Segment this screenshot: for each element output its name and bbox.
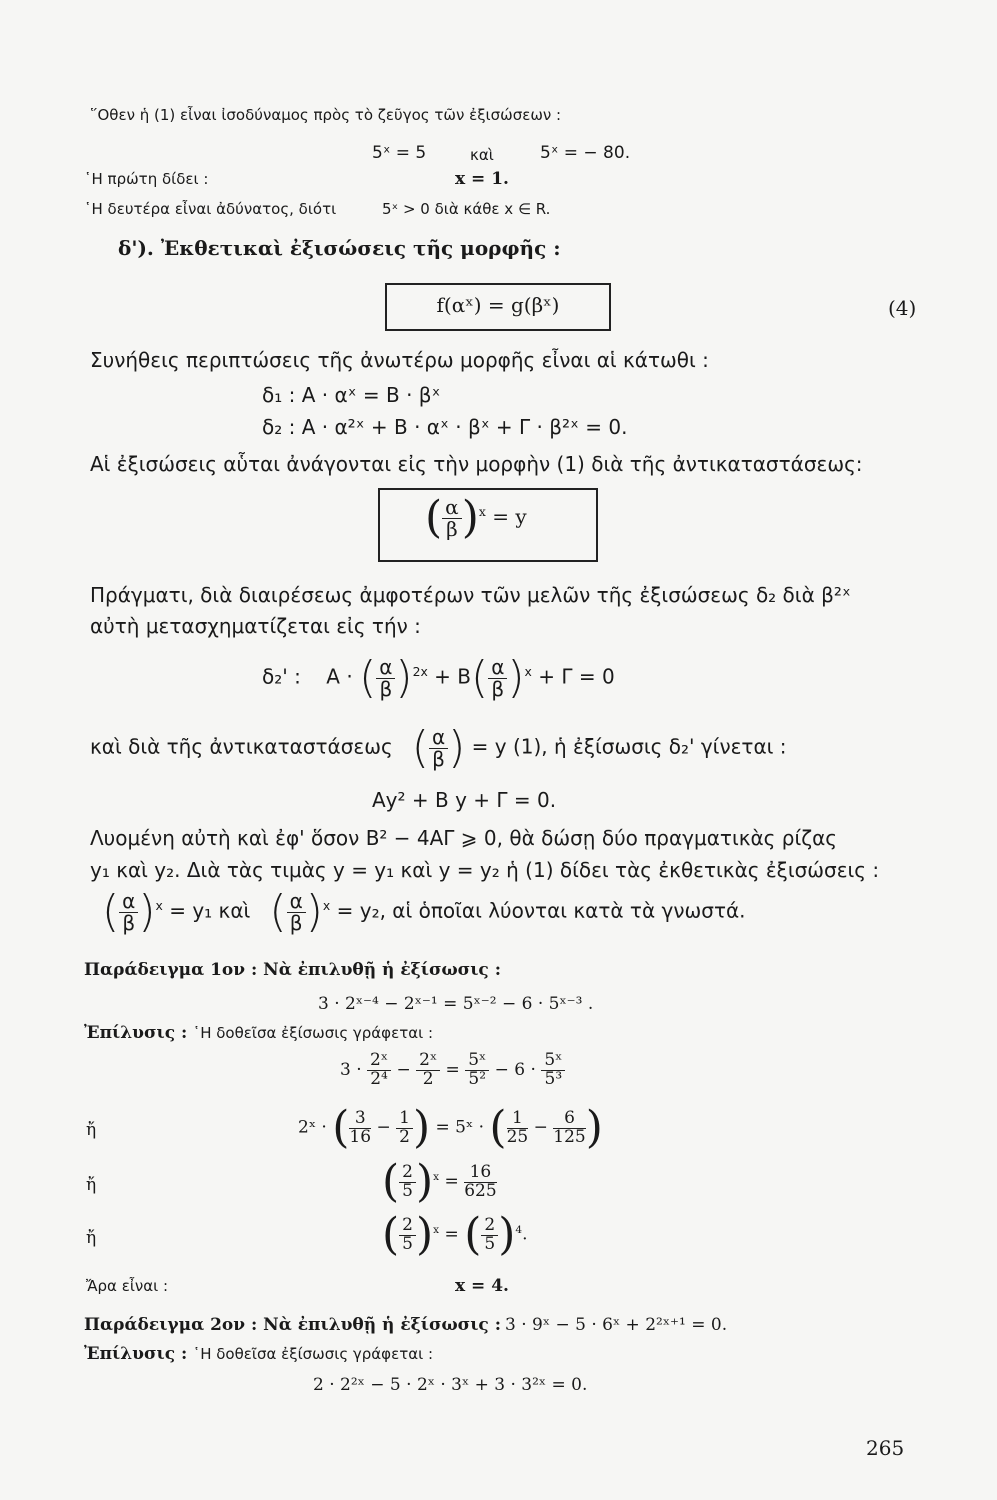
formula: f(αˣ) = g(βˣ) <box>436 293 560 317</box>
example-equation: 3 · 2ˣ⁻⁴ − 2ˣ⁻¹ = 5ˣ⁻² − 6 · 5ˣ⁻³ . <box>318 994 594 1014</box>
text-line: Πράγματι, διὰ διαιρέσεως ἀμφοτέρων τῶν μελῶν τῆς ἐξισώσεως δ₂ διὰ β²ˣ <box>90 583 851 607</box>
boxed-formula <box>385 283 611 331</box>
solution-step-2: 2ˣ · ( $\frac{3}{16}$ − $\frac{1}{2}$ ) = 5ˣ · ( $\frac{1}{25}$ − $\frac{6}{125}$ ) <box>298 1102 603 1153</box>
text-line: αὐτὴ μετασχηματίζεται εἰς τήν : <box>90 614 421 638</box>
text-line: y₁ καὶ y₂. Διὰ τὰς τιμὰς y = y₁ καὶ y = y₂ ἡ (1) δίδει τὰς ἐκθετικὰς ἐξισώσεις : <box>90 858 880 882</box>
fraction-numerator: α <box>442 497 462 519</box>
boxed-substitution: ( $\frac{\alpha}{\beta}$ )$^x$ = y <box>378 488 598 562</box>
eta-label: ἤ <box>86 1175 97 1195</box>
equation: δ₂ : Α · α²ˣ + Β · αˣ · βˣ + Γ · β²ˣ = 0. <box>262 415 628 439</box>
substitution-line: καὶ διὰ τῆς ἀντικαταστάσεως ( $\frac{\alpha}{\beta}$ ) = y (1), ἡ ἐξίσωσις δ₂' γίνεται : <box>90 722 787 773</box>
eta-label: ἤ <box>86 1228 97 1248</box>
text-line: Αἱ ἐξισώσεις αὗται ἀνάγονται εἰς τὴν μορφὴν (1) διὰ τῆς ἀντικαταστάσεως: <box>90 452 863 476</box>
quadratic-equation: Αy² + Β y + Γ = 0. <box>372 788 557 812</box>
equation: δ₁ : Α · αˣ = Β · βˣ <box>262 383 441 407</box>
formula-rest: = y <box>492 504 527 529</box>
example-equation: 3 · 9ˣ − 5 · 6ˣ + 2²ˣ⁺¹ = 0. <box>505 1315 728 1335</box>
equation: 5ˣ = 5 <box>372 143 427 163</box>
text-word: καὶ <box>470 146 494 164</box>
solution-step-1: 3 · $\frac{\text{2ˣ}}{\text{2⁴}}$ − $\frac{\text{2ˣ}}{2}$ = $\frac{\text{5ˣ}}{\text{5²}}$ − 6 · $\frac{\text{5ˣ}}{\text{5³}}$ <box>340 1052 565 1089</box>
equation: 5ˣ = − 80. <box>540 143 631 163</box>
solution-line: Ἐπίλυσις : ῾Η δοθεῖσα ἐξίσωσις γράφεται : <box>84 1344 434 1364</box>
section-heading: δ'). Ἐκθετικαὶ ἐξισώσεις τῆς μορφῆς : <box>118 236 561 260</box>
result: x = 4. <box>455 1276 509 1296</box>
conclusion-label: Ἄρα εἶναι : <box>86 1277 169 1295</box>
text-line: Συνήθεις περιπτώσεις τῆς ἀνωτέρω μορφῆς εἶναι αἱ κάτωθι : <box>90 348 709 372</box>
text-line: ῾Η δευτέρα εἶναι ἀδύνατος, διότι <box>84 200 337 218</box>
example-title: Παράδειγμα 1ον : Νὰ ἐπιλυθῇ ἡ ἐξίσωσις : <box>84 960 501 980</box>
solution-step-3: ( $\frac{2}{5}$ )$^x$ = $\frac{16}{625}$ <box>382 1156 497 1207</box>
text-line: ῾Η πρώτη δίδει : <box>84 170 209 188</box>
example-title: Παράδειγμα 2ον : Νὰ ἐπιλυθῇ ἡ ἐξίσωσις : <box>84 1315 501 1335</box>
equation-dprime: δ₂' : Α · ( $\frac{\alpha}{\beta}$ )$^{2x}$ + Β( $\frac{\alpha}{\beta}$ )$^x$ + Γ = 0 <box>262 652 615 703</box>
page-number: 265 <box>866 1436 905 1460</box>
solution-line: Ἐπίλυσις : ῾Η δοθεῖσα ἐξίσωσις γράφεται : <box>84 1023 434 1043</box>
text-line: Λυομένη αὐτὴ καὶ ἐφ' ὅσον Β² − 4ΑΓ ⩾ 0, θὰ δώσῃ δύο πραγματικὰς ρίζας <box>90 826 838 850</box>
fraction-denominator: β <box>446 516 458 541</box>
text-line: 5ˣ > 0 διὰ κάθε x ∈ R. <box>382 200 551 218</box>
exponential-equations: ( $\frac{\alpha}{\beta}$ )$^x$ = y₁ καὶ ( $\frac{\alpha}{\beta}$ )$^x$ = y₂, αἱ ὁποῖαι λύονται κατὰ τὰ γνωστά. <box>102 886 746 937</box>
solution-equation: 2 · 2²ˣ − 5 · 2ˣ · 3ˣ + 3 · 3²ˣ = 0. <box>313 1375 588 1395</box>
eta-label: ἤ <box>86 1120 97 1140</box>
equation-number: (4) <box>888 296 917 320</box>
text-line: ῞Οθεν ἡ (1) εἶναι ἰσοδύναμος πρὸς τὸ ζεῦγος τῶν ἐξισώσεων : <box>90 106 562 124</box>
result: x = 1. <box>455 169 509 189</box>
solution-step-4: ( $\frac{2}{5}$ )$^x$ = ( $\frac{2}{5}$ )$^4$. <box>382 1209 528 1260</box>
